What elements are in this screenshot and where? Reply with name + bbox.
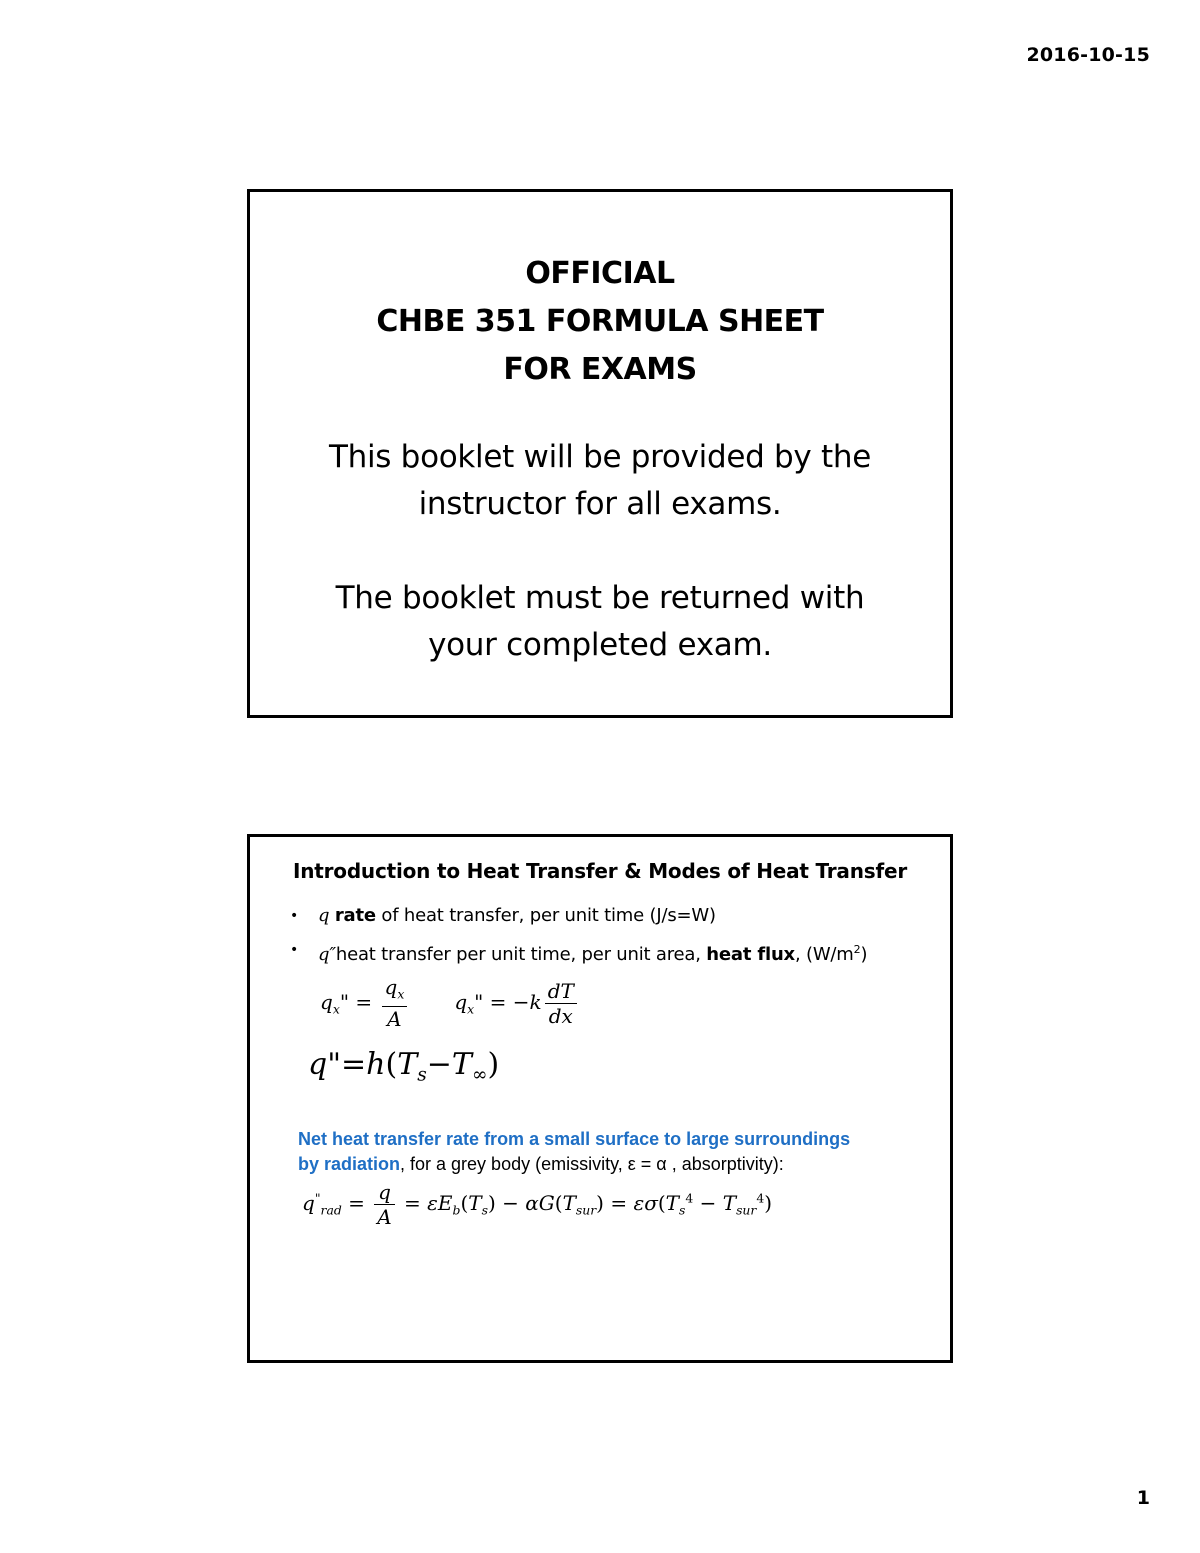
flux-fourier-equations: $q_x$" = $\frac{q_x}{A}$ $q_x$" = −k $\frac{dT}{dx}$ [320, 975, 580, 1031]
rate-symbol: q [318, 905, 330, 926]
cover-title-line: CHBE 351 FORMULA SHEET [376, 304, 824, 339]
radiation-equation: $q^"_{rad}$ = $\frac{q}{A}$ = $\varepsilon E_b(T_s) - \alpha G(T_{sur}) = \varepsilon\sigma(T_s^4 - T_{sur}^4)$ [302, 1180, 773, 1229]
bullet-icon: • [290, 908, 299, 924]
cover-paragraph-provided [250, 434, 950, 528]
page-date: 2016-10-15 [1026, 44, 1150, 66]
cover-title-line: OFFICIAL [525, 256, 675, 291]
definitions-list [290, 899, 930, 972]
radiation-heading-emphasis: by radiation [298, 1154, 401, 1174]
newton-cooling-equation: $q"=h(T_s-T_\infty)$ [308, 1047, 500, 1086]
flux-units-open: , (W/m [794, 944, 854, 965]
page-number: 1 [1136, 1487, 1150, 1509]
radiation-description [298, 1127, 930, 1177]
cover-title-line: FOR EXAMS [503, 352, 697, 387]
bullet-icon: • [290, 942, 299, 958]
slide-heading: Introduction to Heat Transfer & Modes of Heat Transfer [292, 859, 908, 883]
cover-text-line: your completed exam. [428, 627, 772, 663]
flux-units-exponent: 2 [853, 943, 861, 956]
heat-transfer-intro-slide [247, 834, 953, 1363]
flux-symbol: q″ [318, 944, 336, 965]
rate-description: of heat transfer, per unit time (J/s=W) [375, 905, 716, 926]
flux-description: heat transfer per unit time, per unit area, [335, 944, 707, 965]
radiation-condition: , for a grey body (emissivity, ε = α , absorptivity): [400, 1154, 784, 1174]
radiation-heading: Net heat transfer rate from a small surface to large surroundings [298, 1129, 851, 1149]
cover-text-line: This booklet will be provided by the [328, 439, 871, 475]
cover-text-line: instructor for all exams. [418, 486, 782, 522]
flux-units-close: ) [860, 944, 868, 965]
list-item-rate [290, 899, 930, 933]
cover-text-line: The booklet must be returned with [335, 580, 865, 616]
cover-slide [247, 189, 953, 718]
cover-title [250, 250, 950, 394]
list-item-heat-flux [290, 933, 930, 972]
rate-bold-label: rate [334, 905, 376, 926]
flux-bold-label: heat flux [706, 944, 795, 965]
cover-paragraph-returned [250, 575, 950, 669]
